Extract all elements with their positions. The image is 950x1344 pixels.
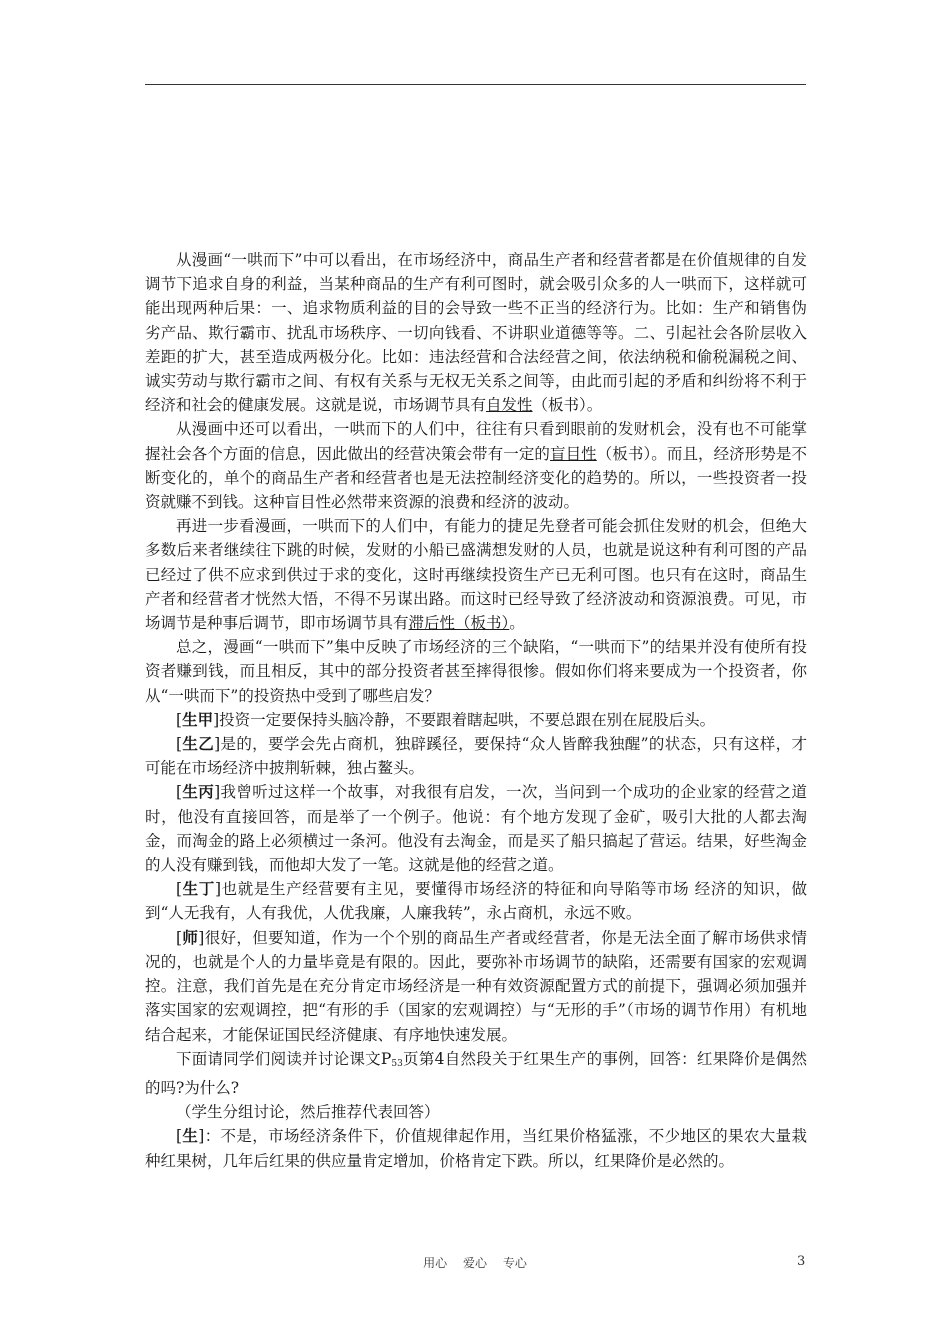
dialogue-line: [生乙]是的，要学会先占商机，独辟蹊径，要保持“众人皆醉我独醒”的状态，只有这样，才可能在市场经济中披荆斩棘，独占鳌头。 <box>145 734 807 778</box>
page-number: 3 <box>797 1254 806 1269</box>
footer-motto: 用心 爱心 专心 <box>423 1256 527 1270</box>
paragraph: 下面请同学们阅读并讨论课文$P_{53}$页第4自然段关于红果生产的事例，回答：红果降价是偶然的吗?为什么? <box>145 1049 807 1097</box>
paragraph: 再进一步看漫画，一哄而下的人们中，有能力的捷足先登者可能会抓住发财的机会，但绝大多数后来者继续往下跳的时候，发财的小船已盛满想发财的人员，也就是说这种有利可图的产品已经过了供不应求到供过于求的变化，这时再继续投资生产已无利可图。也只有在这时，商品生产者和经营者才恍然大悟，不得不另谋出路。而这时已经导致了经济波动和资源浪费。可见，市场调节是种事后调节，即市场调节具有滞后性（板书）。 <box>145 517 807 633</box>
underlined-term: 盲目性 <box>550 444 597 463</box>
speaker-label: 生丁 <box>182 879 215 899</box>
page-subscript: 53 <box>391 1058 403 1069</box>
underlined-term: 自发性 <box>486 396 533 415</box>
dialogue-line: [生丙]我曾听过这样一个故事，对我很有启发，一次，当问到一个成功的企业家的经营之道时，他没有直接回答，而是举了一个例子。他说：有个地方发现了金矿，吸引大批的人都去淘金，而淘金的路上必须横过一条河。他没有去淘金，而是买了船只搞起了营运。结果，好些淘金的人没有赚到钱，而他却大发了一笔。这就是他的经营之道。 <box>145 782 807 875</box>
paragraph: 总之，漫画“一哄而下”集中反映了市场经济的三个缺陷，“一哄而下”的结果并没有使所有投资者赚到钱，而且相反，其中的部分投资者甚至摔得很惨。假如你们将来要成为一个投资者，你从“一哄而下”的投资热中受到了哪些启发？ <box>145 638 807 705</box>
dialogue-line: [师]很好，但要知道，作为一个个别的商品生产者或经营者，你是无法全面了解市场供求情况的，也就是个人的力量毕竟是有限的。因此，要弥补市场调节的缺陷，还需要有国家的宏观调控。注意，我们首先是在充分肯定市场经济是一种有效资源配置方式的前提下，强调必须加强并落实国家的宏观调控，把“有形的手（国家的宏观调控）与“无形的手”（市场的调节作用）有机地结合起来，才能保证国民经济健康、有序地快速发展。 <box>145 927 807 1044</box>
speaker-label: 生 <box>182 1126 199 1146</box>
dialogue-line: [生]：不是，市场经济条件下，价值规律起作用，当红果价格猛涨，不少地区的果农大量栽种红果树，几年后红果的供应量肯定增加，价格肯定下跌。所以，红果降价是必然的。 <box>145 1126 807 1170</box>
paragraph: （学生分组讨论，然后推荐代表回答） <box>176 1103 440 1122</box>
speaker-label: 生乙 <box>182 734 215 754</box>
speaker-label: 生丙 <box>182 782 215 802</box>
header-rule <box>145 84 806 85</box>
speaker-label: 师 <box>182 927 199 947</box>
paragraph: 从漫画“一哄而下”中可以看出，在市场经济中，商品生产者和经营者都是在价值规律的自发调节下追求自身的利益，当某种商品的生产有利可图时，就会吸引众多的人一哄而下，这样就可能出现两种后果：一、追求物质利益的目的会导致一些不正当的经济行为。比如：生产和销售伪劣产品、欺行霸市、扰乱市场秩序、一切向钱看、不讲职业道德等等。二、引起社会各阶层收入差距的扩大，甚至造成两极分化。比如：违法经营和合法经营之间，依法纳税和偷税漏税之间、诚实劳动与欺行霸市之间、有权有关系与无权无关系之间等，由此而引起的矛盾和纠纷将不利于经济和社会的健康发展。这就是说，市场调节具有自发性（板书）。 <box>145 251 807 415</box>
speaker-label: 生甲 <box>182 709 214 729</box>
dialogue-line: [生丁]也就是生产经营要有主见，要懂得市场经济的特征和向导陷等市场 经济的知识，做到“人无我有，人有我优，人优我廉，人廉我转”，永占商机，永远不败。 <box>145 879 807 923</box>
document-body <box>145 248 807 1173</box>
paragraph: 从漫画中还可以看出，一哄而下的人们中，往往有只看到眼前的发财机会，没有也不可能掌握社会各个方面的信息，因此做出的经营决策会带有一定的盲目性（板书）。而且，经济形势是不断变化的，单个的商品生产者和经营者也是无法控制经济变化的趋势的。所以，一些投资者一投资就赚不到钱。这种盲目性必然带来资源的浪费和经济的波动。 <box>145 420 807 512</box>
underlined-term: 滞后性（板书） <box>408 614 510 633</box>
dialogue-line: [生甲]投资一定要保持头脑冷静，不要跟着瞎起哄，不要总跟在别在屁股后头。 <box>176 709 716 729</box>
